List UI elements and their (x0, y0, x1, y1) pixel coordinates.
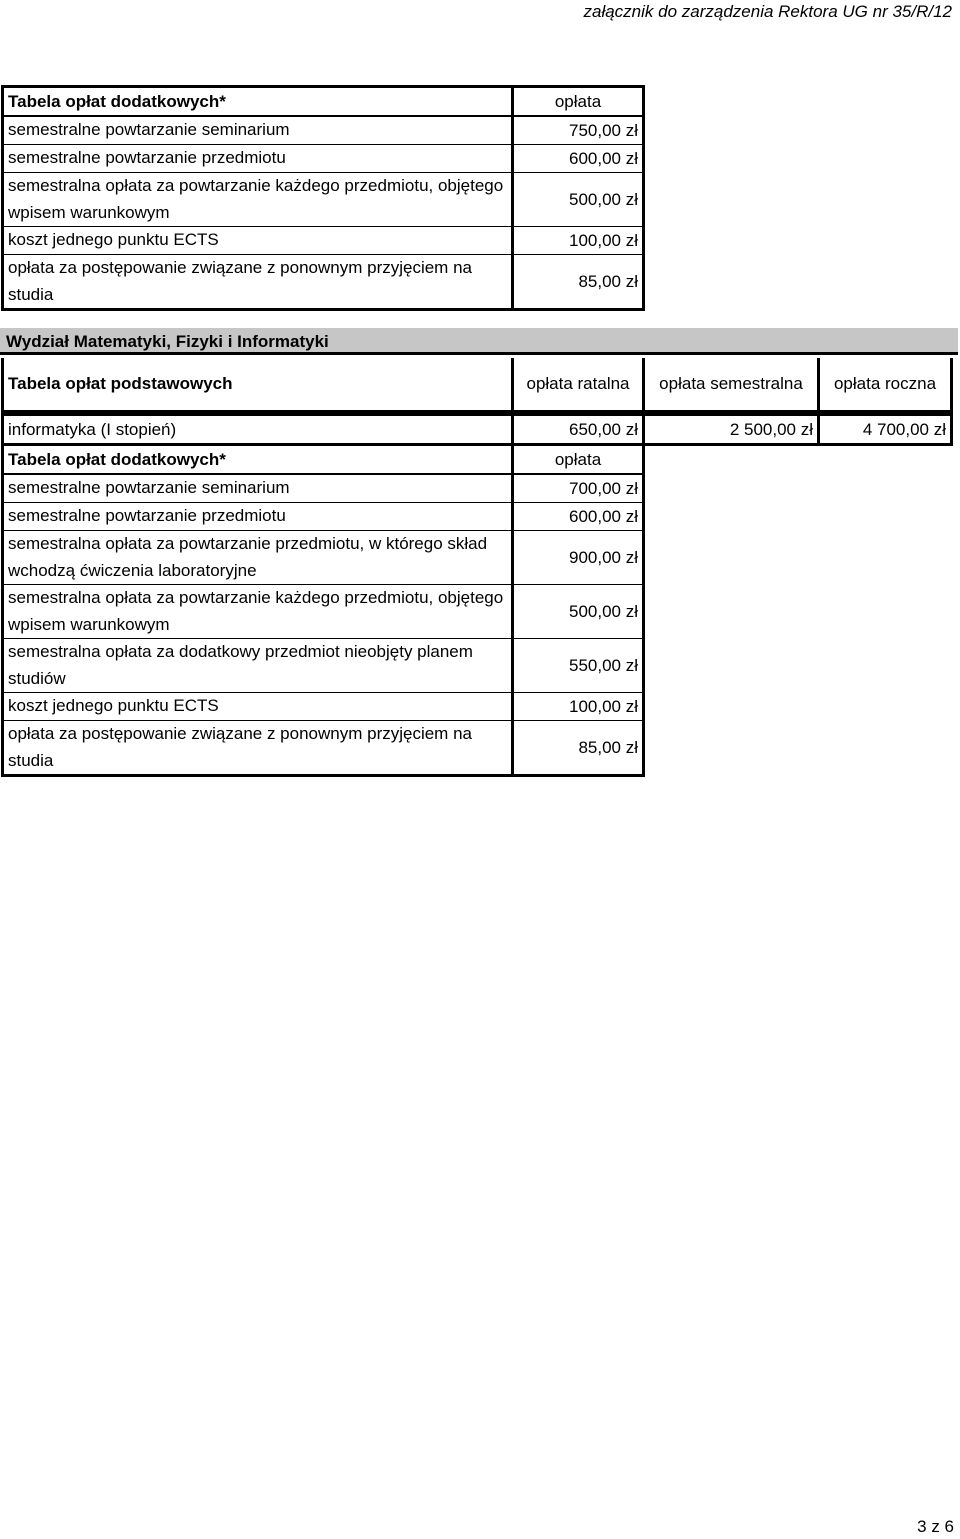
fee-value: 500,00 zł (513, 585, 644, 639)
table-title: Tabela opłat dodatkowych* (3, 87, 513, 117)
fee-value: 85,00 zł (513, 721, 644, 776)
fee-column-header: opłata (513, 445, 644, 475)
fee-value: 550,00 zł (513, 639, 644, 693)
fee-label: semestralne powtarzanie seminarium (3, 474, 513, 503)
fee-value: 100,00 zł (513, 693, 644, 721)
table-row (3, 227, 644, 255)
table-row (3, 116, 644, 145)
fee-value: 100,00 zł (513, 227, 644, 255)
table-row (3, 255, 644, 310)
table-title: Tabela opłat dodatkowych* (3, 445, 513, 475)
fee-value: 500,00 zł (513, 173, 644, 227)
table-row (3, 585, 952, 639)
table-row (3, 173, 644, 227)
fee-value: 700,00 zł (513, 474, 644, 503)
document-header-note: załącznik do zarządzenia Rektora UG nr 35/R/12 (583, 2, 952, 21)
fee-label: semestralne powtarzanie przedmiotu (3, 145, 513, 173)
basic-fees-header-table (1, 358, 953, 413)
faculty-section-title: Wydział Matematyki, Fizyki i Informatyki (0, 328, 958, 355)
fee-label: koszt jednego punktu ECTS (3, 227, 513, 255)
table-header-row (3, 445, 952, 475)
table-title: Tabela opłat podstawowych (8, 374, 233, 393)
page-number: 3 z 6 (917, 1517, 954, 1536)
program-row (3, 415, 952, 445)
installment-fee-header: opłata ratalna (513, 358, 644, 412)
table-header-row (3, 358, 952, 412)
fee-label: semestralna opłata za powtarzanie każdego przedmiotu, objętego wpisem warunkowym (3, 585, 513, 639)
additional-fees-table-1 (1, 85, 645, 311)
installment-fee-value: 650,00 zł (513, 415, 644, 445)
fee-value: 900,00 zł (513, 531, 644, 585)
annual-fee-header: opłata roczna (819, 358, 952, 412)
table-row (3, 145, 644, 173)
semester-fee-header: opłata semestralna (644, 358, 819, 412)
annual-fee-value: 4 700,00 zł (819, 415, 952, 445)
table-row (3, 503, 952, 531)
table-row (3, 474, 952, 503)
fee-value: 600,00 zł (513, 145, 644, 173)
program-name: informatyka (I stopień) (3, 415, 513, 445)
program-and-additional-fees-table (1, 413, 953, 777)
fee-label: koszt jednego punktu ECTS (3, 693, 513, 721)
fee-value: 600,00 zł (513, 503, 644, 531)
table-row (3, 531, 952, 585)
semester-fee-value: 2 500,00 zł (644, 415, 819, 445)
fee-label: semestralna opłata za powtarzanie każdego przedmiotu, objętego wpisem warunkowym (3, 173, 513, 227)
table-row (3, 639, 952, 693)
table-row (3, 693, 952, 721)
fee-label: semestralna opłata za dodatkowy przedmiot nieobjęty planem studiów (3, 639, 513, 693)
fee-label: semestralne powtarzanie przedmiotu (3, 503, 513, 531)
fee-label: opłata za postępowanie związane z ponownym przyjęciem na studia (3, 721, 513, 776)
fee-value: 750,00 zł (513, 116, 644, 145)
fee-column-header: opłata (513, 87, 644, 117)
fee-label: semestralna opłata za powtarzanie przedmiotu, w którego skład wchodzą ćwiczenia laboratoryjne (3, 531, 513, 585)
fee-label: opłata za postępowanie związane z ponownym przyjęciem na studia (3, 255, 513, 310)
table-header-row (3, 87, 644, 117)
fee-value: 85,00 zł (513, 255, 644, 310)
fee-label: semestralne powtarzanie seminarium (3, 116, 513, 145)
table-row (3, 721, 952, 776)
